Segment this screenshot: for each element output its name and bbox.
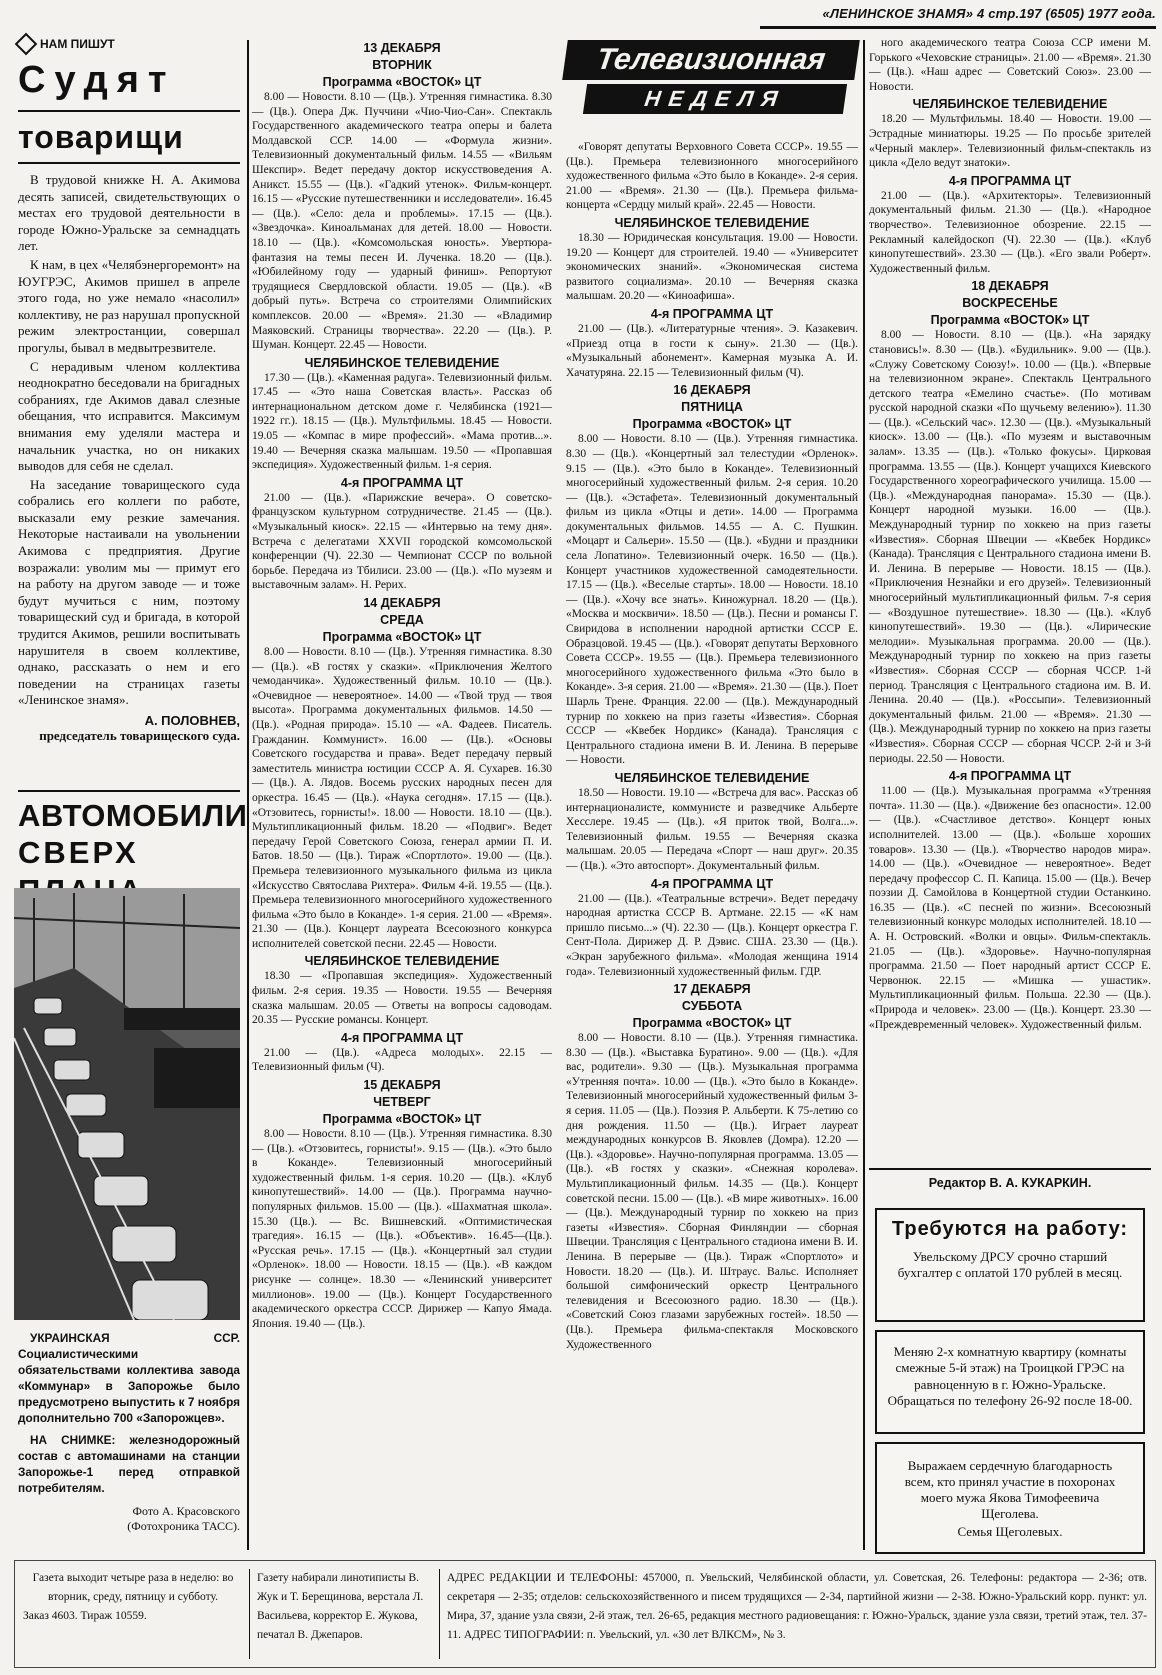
schedule-heading: 13 ДЕКАБРЯ bbox=[363, 41, 441, 55]
divider bbox=[18, 162, 240, 164]
notice-text: Выражаем сердечную благодарность всем, кто принял участие в похоронах моего мужа Якова Тимофеевича Щеголева. bbox=[904, 1458, 1116, 1521]
job-ad bbox=[875, 1208, 1145, 1322]
schedule-listing: 21.00 — (Цв.). «Архитекторы». Телевизионный документальный фильм. 21.30 — (Цв.). «Народное творчество». Телевизионное обозрение. 22.15 — Рекламный калейдоскоп (Ч). 22.30 — (Цв.). «Клуб кинопутешествий». 23.30 — (Цв.). «Его звали Роберт». Художественный фильм. bbox=[869, 189, 1151, 275]
auto-headline-2: СВЕРХ bbox=[18, 835, 139, 870]
column-rule bbox=[863, 40, 865, 1550]
schedule-listing: 11.00 — (Цв.). Музыкальная программа «Утренняя почта». 11.30 — (Цв.). «Движение без опасности». 12.00 — (Цв.). «Счастливое детство». Концерт юных исполнителей. 13.00 — (Цв.). «Больше хороших товаров». 13.30 — (Цв.). «Творчество народов мира». 14.00 — (Цв.). «Очевидное — невероятное». Ведет передачу профессор С. П. Капица. 15.00 — (Цв.). Вечер поэзии Д. Самойлова в Концертной студии Останкино. 16.35 — (Цв.). «С песней по жизни». Всесоюзный телевизионный конкурс молодых исполнителей. 18.10 — А. Н. Островский. «Волки и овцы». Фильм-спектакль. 21.05 — (Цв.). «Здоровье». Научно-популярная программа. 21.50 — Поет народный артист СССР Е. Червонюк. 22.15 — «Мишка — ушастик». Мультипликационный фильм. Польша. 22.30 — (Цв.). «Природа и человек». 23.00 — (Цв.). Концерт. 23.30 — «Преждевременный человек». Художественный фильм. bbox=[869, 785, 1151, 1031]
schedule-heading: СУББОТА bbox=[681, 999, 743, 1014]
schedule-heading: 16 ДЕКАБРЯ bbox=[673, 383, 751, 398]
schedule-listing: 21.00 — (Цв.). «Парижские вечера». О советско-французском культурном сотрудничестве. 21.45 — (Цв.). «Музыкальный киоск». 22.15 — «Интервью на тему дня». Встреча с делегатами XXVII городской комсомольской конференции (Ч). 22.30 — Чемпионат СССР по вольной борьбе. Передача из Тбилиси. 23.00 — (Цв.). «По музеям и выставочным залам». Н. Рерих. bbox=[252, 491, 552, 592]
schedule-heading: 4-я ПРОГРАММА ЦТ bbox=[340, 475, 464, 490]
schedule-heading: ЧЕЛЯБИНСКОЕ ТЕЛЕВИДЕНИЕ bbox=[304, 355, 500, 370]
schedule-listing: 8.00 — Новости. 8.10 — (Цв.). Утренняя гимнастика. 8.30 — (Цв.). Опера Дж. Пуччини «Чио-Чио-Сан». Спектакль Государственного академического театра оперы и балета Молдавской ССР. 14.00 — «Формула жизни». Телевизионный документальный фильм. 14.55 — «Вильям Шекспир». Ведет передачу доктор искусствоведения А. Аникст. 15.55 — (Цв.). «Гадкий утенок». Фильм-концерт. 16.15 — «Русские путешественники и исследователи». 16.45 — (Цв.). «Село: дела и проблемы». 17.15 — (Цв.). «Звездочка». Киноальманах для детей. 18.00 — Новости. 18.10 — (Цв.). «Комсомольская юность». Увертюра-фантазия на темы песен И. Лученка. 18.20 — (Цв.). «Юбилейному году — ударный финиш». Репортуют трудящиеся Свердловской области. 19.05 — (Цв.). «В добрый путь». Встреча со строителями Олимпийских комплексов. 20.00 — «Время». 21.30 — «Владимир Маяковский. Страницы творчества». 22.20 — (Цв.). Р. Шуман. Концерт. 22.45 — Новости. bbox=[252, 91, 552, 352]
schedule-heading: ПЯТНИЦА bbox=[681, 400, 743, 415]
schedule-listing: 18.20 — Мультфильмы. 18.40 — Новости. 19.00 — Эстрадные миниатюры. 19.25 — По просьбе зрителей «Черный маклер». Телевизионный фильм-спектакль из цикла «Дело ведут знатоки». bbox=[869, 113, 1151, 170]
schedule-heading: 14 ДЕКАБРЯ bbox=[363, 596, 441, 610]
tv-column-2 bbox=[252, 38, 552, 1333]
schedule-listing: 8.00 — Новости. 8.10 — (Цв.). Утренняя гимнастика. 8.30 — (Цв.). «Отзовитесь, горнисты!». 9.15 — (Цв.). «Это было в Коканде». Телевизионный многосерийный художественный фильм. 1-я серия. 10.20 — (Цв.). «Клуб кинопутешествий». 14.00 — (Цв.). Программа научно-популярных фильмов. 15.00 — (Цв.). «Шахматная школа». 15.30 (Цв.). — Вс. Вишневский. «Оптимистическая трагедия». 16.15 — (Цв.). «Объектив». 16.45—(Цв.). «Русская речь». 17.15 — (Цв.). «Концертный зал студии «Орленок». 18.00 — Новости. 18.15 — (Цв.). «В каждом рисунке — солнце». 18.30 — «Ленинский университет миллионов». 19.00 — (Цв.). Концерт Государственного академического оркестра СССР. Дирижер — Капуо Ямада. Япония. 19.40 — (Цв.). bbox=[252, 1128, 552, 1330]
editor: Редактор В. А. КУКАРКИН. bbox=[928, 1176, 1092, 1190]
tv-week-logo bbox=[565, 40, 857, 118]
schedule-heading: 4-я ПРОГРАММА ЦТ bbox=[650, 876, 774, 891]
schedule-listing: 8.00 — Новости. 8.10 — (Цв.). Утренняя гимнастика. 8.30 — (Цв.). «Выставка Буратино». 9.00 — (Цв.). «Для вас, родители». 9.30 — (Цв.). Музыкальная программа «Утренняя почта». 10.00 — (Цв.). «Это было в Коканде». Телевизионный многосерийный художественный фильм 3-я серия. 11.05 — (Цв.). Поэзия Р. Альберти. К 75-летию со дня рождения. 11.50 — (Цв.). Играет лауреат международных конкурсов В. Яковлев (Домра). 12.20 — (Цв.). «Здоровье». Научно-популярная программа. 13.05 — (Цв.). «В гостях у сказки». «Снежная королева». Мультипликационный фильм. 14.35 — (Цв.). Концерт советской песни. 15.00 — (Цв.). «В мире животных». 16.00 — (Цв.). Международный турнир по хоккею на приз газеты «Известия». Сборная Финляндии — сборная Швеции. Трансляция с Центрального стадиона имени В. И. Ленина. В перерыве — (Цв.). Тираж «Спортлото» и Новости. 18.20 — (Цв.). И. Штраус. Вальс. Исполняет большой симфонический оркестр Центрального телевидения и Всесоюзного радио. 18.30 — (Цв.). «Советский Союз глазами зарубежных гостей». 18.50 — (Цв.). Премьера фильма-спектакля Московского Художественного bbox=[566, 1032, 858, 1351]
schedule-listing: 8.00 — Новости. 8.10 — (Цв.). Утренняя гимнастика. 8.30 — (Цв.). «В гостях у сказки». «Приключения Желтого чемоданчика». Художественный фильм. 10.10 — (Цв.). «Очевидное — невероятное». 14.00 — «Твой труд — твоя высота». Программа документальных фильмов. 14.50 — (Цв.). «Родная природа». 15.10 — «А. Фадеев. Писатель. Гражданин. Коммунист». 16.00 — (Цв.). «Основы Советского государства и права». Ведет передачу первый заместитель министра юстиции СССР А. Я. Сухарев. 16.30 — (Цв.). А. Лядов. Восемь русских народных песен для оркестра. 16.45 — (Цв.). «Наука сегодня». 17.15 — (Цв.). «Отзовитесь, горнисты!». 18.00 — Новости. 18.10 — (Цв.). Мультипликационный фильм. 18.20 — «Подвиг». Ведет передачу Герой Советского Союза, генерал армии П. И. Батов. 18.50 — (Цв.). Тираж «Спортлото». 19.00 — (Цв.). Премьера телевизионного музыкального фильма из цикла «Искусство Святослава Рихтера». Фильм 4-й. 19.55 — (Цв.). Премьера телевизионного многосерийного художественного фильма «Это было в Коканде». 1-я серия. 21.00 — «Время». 21.30 — (Цв.). Концерт лауреата Всесоюзного конкурса исполнителей советской песни. 22.45 — Новости. bbox=[252, 646, 552, 950]
schedule-heading: Программа «ВОСТОК» ЦТ bbox=[930, 313, 1090, 328]
photo-image bbox=[14, 888, 240, 1320]
logo-bottom: НЕДЕЛЯ bbox=[583, 84, 847, 114]
schedule-listing: 17.30 — (Цв.). «Каменная радуга». Телевизионный фильм. 17.45 — «Это наша Советская власть». Рассказ об интернациональном детском доме г. Челябинска (1921—1922 гг.). 18.15 — (Цв.). Мультфильмы. 18.45 — Новости. 19.05 — «Компас в мире профессий». «Мама против...». 19.40 — Вечерняя сказка малышам. 19.50 — «Пропавшая экспедиция». Художественный фильм. 1-я серия. bbox=[252, 371, 552, 472]
schedule-heading: 15 ДЕКАБРЯ bbox=[363, 1078, 441, 1093]
signature-role: председатель товарищеского суда. bbox=[39, 728, 240, 743]
gratitude-notice bbox=[875, 1442, 1145, 1554]
schedule-listing: 18.30 — «Пропавшая экспедиция». Художественный фильм. 2-я серия. 19.35 — Новости. 19.55 — Вечерняя сказка малышам. 20.05 — Ответы на вопросы садоводам. 20.35 — Русские романсы. Концерт. bbox=[252, 970, 552, 1027]
schedule-heading: ЧЕЛЯБИНСКОЕ ТЕЛЕВИДЕНИЕ bbox=[614, 215, 810, 230]
schedule-heading: ВТОРНИК bbox=[372, 58, 432, 72]
photo-credit: Фото А. Красовского bbox=[132, 1504, 240, 1518]
schedule-listing: ного академического театра Союза ССР имени М. Горького «Чеховские страницы». 21.00 — «Время». 21.30 — (Цв.). «Наш адрес — Советский Союз». 23.00 — Новости. bbox=[869, 37, 1151, 93]
schedule-heading: Программа «ВОСТОК» ЦТ bbox=[322, 75, 482, 89]
signature-name: А. ПОЛОВНЕВ, bbox=[144, 713, 240, 728]
schedule-listing: 18.30 — Юридическая консультация. 19.00 — Новости. 19.20 — Концерт для строителей. 19.40 — «Университет экономических знаний». «Экономическая система развитого социализма». 20.10 — Вечерняя сказка малышам. 20.20 — «Киноафиша». bbox=[566, 231, 858, 303]
letters-article bbox=[18, 36, 240, 744]
column-rule bbox=[247, 40, 249, 1550]
footer-address: АДРЕС РЕДАКЦИИ И ТЕЛЕФОНЫ: 457000, п. Увельский, Челябинской области, ул. Советская, 26. Телефоны: редактора — 2-36; отв. секретаря — 2-35; отделов: сельскохозяйственного и писем трудящихся — 2-34, партийной жизни — 2-38. Южно-Уральский корр. пункт: ул. Мира, 37, здание узла связи, 2-й этаж, тел. 26-65, редакция местного радиовещания: г. Южно-Уральск, здание узла связи, третий этаж, тел. 37-11. АДРЕС ТИПОГРАФИИ: п. Увельский, ул. «30 лет ВЛКСМ», № 3. bbox=[447, 1572, 1147, 1641]
schedule-heading: 4-я ПРОГРАММА ЦТ bbox=[948, 173, 1072, 188]
pen-icon bbox=[15, 33, 38, 56]
schedule-heading: 4-я ПРОГРАММА ЦТ bbox=[340, 1030, 464, 1045]
train-photo bbox=[14, 888, 240, 1320]
ad-title: Требуются на работу: bbox=[891, 1218, 1129, 1240]
schedule-listing: 21.00 — (Цв.). «Адреса молодых». 22.15 — Телевизионный фильм (Ч). bbox=[252, 1046, 552, 1074]
schedule-heading: Программа «ВОСТОК» ЦТ bbox=[322, 1112, 482, 1127]
logo-top: Телевизионная bbox=[562, 40, 860, 80]
rubric: НАМ ПИШУТ bbox=[18, 36, 240, 52]
schedule-heading: ЧЕТВЕРГ bbox=[373, 1095, 431, 1110]
article-paragraph: С нерадивым членом коллектива неоднократно беседовали на бригадных собраниях, где Акимов давал слезные обещания, что исправится. Максимум внимания ему уделяли мастера и начальник участка, но он никаких выводов для себя не сделал. bbox=[18, 358, 240, 474]
schedule-heading: Программа «ВОСТОК» ЦТ bbox=[322, 630, 482, 644]
masthead: «ЛЕНИНСКОЕ ЗНАМЯ» 4 стр.197 (6505) 1977 года. bbox=[822, 6, 1156, 21]
article-paragraph: В трудовой книжке Н. А. Акимова десять записей, свидетельствующих о местах его трудовой деятельности в городе Южно-Уральске за семнадцать лет. bbox=[18, 172, 240, 254]
schedule-listing: «Говорят депутаты Верховного Совета СССР». 19.55 — (Цв.). Премьера телевизионного многосерийного художественного фильма «Это было в Коканде». 2-я серия. 21.00 — «Время». 21.30 — (Цв.). Премьера фильма-концерта «Сердцу милый край». 22.45 — Новости. bbox=[566, 141, 858, 212]
schedule-heading: 4-я ПРОГРАММА ЦТ bbox=[650, 306, 774, 321]
schedule-listing: 21.00 — (Цв.). «Литературные чтения». Э. Казакевич. «Приезд отца в гости к сыну». 21.30 — (Цв.). «Музыкальный абонемент». Камерная музыка А. И. Хачатуряна. 22.15 — Телевизионный фильм (Ч). bbox=[566, 322, 858, 379]
schedule-heading: Программа «ВОСТОК» ЦТ bbox=[632, 417, 792, 432]
schedule-listing: 8.00 — Новости. 8.10 — (Цв.). Утренняя гимнастика. 8.30 — (Цв.). «Концертный зал телестудии «Орленок». 9.15 — (Цв.). «Это было в Коканде». Телевизионный многосерийный художественный фильм. 2-я серия. 10.20 — (Цв.). «Эстафета». Телевизионный документальный фильм из цикла «Отцы и дети». 14.00 — Программа документальных фильмов. 14.55 — А. С. Пушкин. «Моцарт и Сальери». 15.50 — (Цв.). «Будни и праздники села Лопатино». Телевизионный очерк. 16.50 — (Цв.). Концерт участников художественной самодеятельности. 17.15 — (Цв.). «Веселые старты». 18.00 — Новости. 18.10 — (Цв.). «Хочу все знать». Киножурнал. 18.20 — (Цв.). «Москва и москвичи». 18.50 — (Цв.). Песни и романсы Г. Свиридова в исполнении народной артистки СССР Е. Образцовой. 19.45 — (Цв.). «Говорят депутаты Верховного Совета СССР». 19.55 — (Цв.). Премьера телевизионного многосерийного художественного фильма «Это было в Коканде». 3-я серия. 21.00 — «Время». 21.30 — (Цв.). Поет Шарль Трене. Франция. 22.00 — (Цв.). Международный турнир по хоккею на приз газеты «Известия». Сборная СССР — «Квебек Нордикс» (Канада). Трансляция с Центрального стадиона имени В. И. Ленина. В перерыве — Новости. bbox=[566, 433, 858, 767]
schedule-heading: 4-я ПРОГРАММА ЦТ bbox=[948, 769, 1072, 784]
ad-text: Увельскому ДРСУ срочно старший бухгалтер с оплатой 170 рублей в месяц. bbox=[897, 1249, 1123, 1280]
auto-body bbox=[18, 1330, 240, 1534]
schedule-heading: СРЕДА bbox=[380, 613, 424, 627]
divider bbox=[18, 110, 240, 112]
notice-sign: Семья Щеголевых. bbox=[957, 1524, 1063, 1539]
schedule-heading: ВОСКРЕСЕНЬЕ bbox=[962, 296, 1058, 311]
article-body bbox=[18, 172, 240, 709]
photo-credit-agency: (Фотохроника ТАСС). bbox=[127, 1519, 240, 1533]
footer-rule bbox=[439, 1569, 440, 1659]
footer-rule bbox=[249, 1569, 250, 1659]
schedule-heading: ЧЕЛЯБИНСКОЕ ТЕЛЕВИДЕНИЕ bbox=[912, 97, 1108, 112]
schedule-heading: 18 ДЕКАБРЯ bbox=[971, 279, 1049, 294]
apartment-ad bbox=[875, 1330, 1145, 1434]
schedule-listing: 21.00 — (Цв.). «Театральные встречи». Ведет передачу народная артистка СССР В. Артмане. 22.15 — «К нам пришло письмо...» (Ч). 22.30 — (Цв.). Концерт оркестра Г. Сент-Пола. Дирижер Д. Р. Дэвис. США. 23.30 — (Цв.). «Экран зарубежного фильма». «Молодая женщина 1914 года». Телевизионный художественный фильм. ГДР. bbox=[566, 892, 858, 978]
footer-schedule: Газета выходит четыре раза в неделю: во вторник, среду, пятницу и субботу. Заказ 4603. Тираж 10559. bbox=[23, 1572, 234, 1622]
article-paragraph: К нам, в цех «Челябэнергоремонт» на ЮУГРЭС, Акимов пришел в апреле этого года, но уже немало «насолил» коллективу, не раз нарушал пропускной режим электростанции, совершал прогулы, бывал в медвытрезвителе. bbox=[18, 256, 240, 355]
auto-text: УКРАИНСКАЯ ССР. Социалистическими обязательствами коллектива завода «Коммунар» в Запорожье было предусмотрено выпустить к 7 ноября дополнительно 700 «Запорожцев». bbox=[18, 1331, 240, 1425]
divider bbox=[869, 1168, 1151, 1170]
tv-column-3 bbox=[566, 140, 858, 1354]
footer bbox=[14, 1560, 1156, 1668]
schedule-heading: ЧЕЛЯБИНСКОЕ ТЕЛЕВИДЕНИЕ bbox=[304, 954, 500, 969]
article-paragraph: На заседание товарищеского суда собрались его коллеги по работе, высказали ему резкие замечания. Некоторые настаивали на увольнении Акимова с предприятия. Другие возражали: уволим мы — примут его на работу на другом заводе — и тоже будут мучиться с ним, поэтому товарищеский суд и бригада, в которой трудится Акимов, решили воспитывать нарушителя в своем коллективе, однако, рассказать о нем и его поведении на страницах газеты «Ленинское знамя». bbox=[18, 476, 240, 708]
headline-1: Судят bbox=[18, 59, 176, 101]
headline-2: товарищи bbox=[18, 119, 184, 155]
schedule-heading: ЧЕЛЯБИНСКОЕ ТЕЛЕВИДЕНИЕ bbox=[614, 770, 810, 785]
schedule-listing: 18.50 — Новости. 19.10 — «Встреча для вас». Рассказ об интернационалисте, коммунисте и разведчике Альберте Хесслере. 19.45 — (Цв.). «Я приток твой, Волга...». Телевизионный фильм. 19.55 — Вечерняя сказка малышам. 20.05 — Передача «Спорт — наш друг». 20.35 — (Цв.). «Это автоспорт». Документальный фильм. bbox=[566, 786, 858, 872]
divider bbox=[18, 790, 240, 792]
tv-column-4 bbox=[869, 36, 1151, 1034]
ad-text: Меняю 2-х комнатную квартиру (комнаты смежные 5-й этаж) на Троицкой ГРЭС на равноценную в г. Южно-Уральске. Обращаться по телефону 26-92 после 18-00. bbox=[887, 1344, 1133, 1409]
footer-staff: Газету набирали линотиписты В. Жук и Т. Берещинова, верстала Л. Васильева, корректор Е. Жукова, печатал В. Джепаров. bbox=[257, 1572, 424, 1641]
auto-headline-1: АВТОМОБИЛИ bbox=[18, 798, 248, 833]
photo-caption: НА СНИМКЕ: железнодорожный состав с автомашинами на станции Запорожье-1 перед отправкой потребителям. bbox=[18, 1433, 240, 1495]
schedule-listing: 8.00 — Новости. 8.10 — (Цв.). «На зарядку становись!». 8.30 — (Цв.). «Будильник». 9.00 — (Цв.). «Служу Советскому Союзу!». 10.00 — (Цв.). «Впервые на телевизионном экране». Спектакль Центрального детского театра «Емелино счастье». (По мотивам русской народной сказки «По щучьему велению»). 11.30 — (Цв.). «Сельский час». 12.30 — (Цв.). «Музыкальный киоск». 13.00 — (Цв.). «По музеям и выставочным залам». 13.35 — (Цв.). «Только фокусы». Цирковая программа. 13.55 — (Цв.). Концерт учащихся Киевского Государственного хореографического училища. 15.00 — (Цв.). «Международная панорама». 15.30 — (Цв.). Концерт народной музыки. 16.00 — (Цв.). Международный турнир по хоккею на приз газеты «Известия». Сборная Швеции — «Квебек Нордикс» (Канада). Трансляция с Центрального стадиона имени В. И. Ленина. В перерыве — Новости. 18.15 — (Цв.). «Приключения Незнайки и его друзей». Телевизионный многосерийный мультипликационный фильм. 7-я серия — «Воздушное путешествие». 18.30 — (Цв.). «Клуб кинопутешествий». 19.30 — (Цв.). «Лирические мелодии». Музыкальная программа. 20.00 — (Цв.). Международный турнир по хоккею на приз газеты «Известия». Сборная СССР — сборная ЧССР. 1-й период. Трансляция с Центрального стадиона им. В. И. Ленина. 20.40 — (Цв.). «Россыпи». Телевизионный документальный фильм. 21.00 — «Время». 21.30 — (Цв.). Международный турнир по хоккею на приз газеты «Известия». Сборная СССР — сборная ЧССР. 2-й и 3-й периоды. 22.50 — Новости. bbox=[869, 329, 1151, 765]
schedule-heading: 17 ДЕКАБРЯ bbox=[673, 982, 751, 997]
schedule-heading: Программа «ВОСТОК» ЦТ bbox=[632, 1016, 792, 1031]
